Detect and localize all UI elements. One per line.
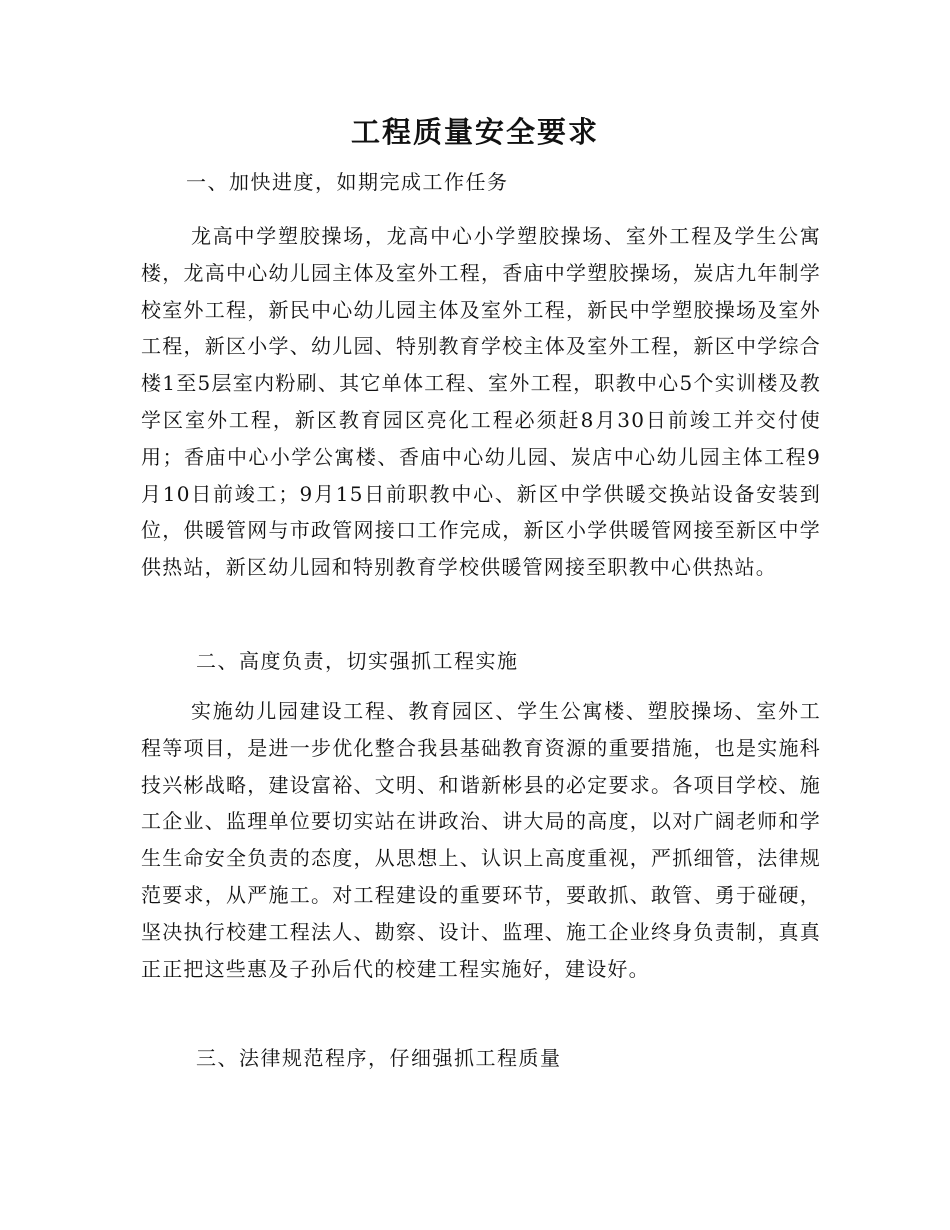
section-heading-2: 二、高度负责，切实强抓工程实施 xyxy=(196,649,519,673)
section-paragraph-2: 实施幼儿园建设工程、教育园区、学生公寓楼、塑胶操场、室外工程等项目，是进一步优化整合我县基础教育资源的重要措施，也是实施科技兴彬战略，建设富裕、文明、和谐新彬县的必定要求。各项目学校、施工企业、监理单位要切实站在讲政治、讲大局的高度，以对广阔老师和学生生命安全负责的态度，从思想上、认识上高度重视，严抓细管，法律规范要求，从严施工。对工程建设的重要环节，要敢抓、敢管、勇于碰硬，坚决执行校建工程法人、勘察、设计、监理、施工企业终身负责制，真真正正把这些惠及子孙后代的校建工程实施好，建设好。 xyxy=(141,699,821,981)
document-title: 工程质量安全要求 xyxy=(350,115,599,149)
section-heading-1: 一、加快进度，如期完成工作任务 xyxy=(186,170,509,194)
section-heading-3: 三、法律规范程序，仔细强抓工程质量 xyxy=(196,1046,562,1070)
section-paragraph-1: 龙高中学塑胶操场，龙高中心小学塑胶操场、室外工程及学生公寓楼，龙高中心幼儿园主体及室外工程，香庙中学塑胶操场，炭店九年制学校室外工程，新民中心幼儿园主体及室外工程，新民中学塑胶操场及室外工程，新区小学、幼儿园、特别教育学校主体及室外工程，新区中学综合楼1至5层室内粉刷、其它单体工程、室外工程，职教中心5个实训楼及教学区室外工程，新区教育园区亮化工程必须赶8月30日前竣工并交付使用；香庙中心小学公寓楼、香庙中心幼儿园、炭店中心幼儿园主体工程9月10日前竣工；9月15日前职教中心、新区中学供暖交换站设备安装到位，供暖管网与市政管网接口工作完成，新区小学供暖管网接至新区中学供热站，新区幼儿园和特别教育学校供暖管网接至职教中心供热站。 xyxy=(141,224,821,580)
